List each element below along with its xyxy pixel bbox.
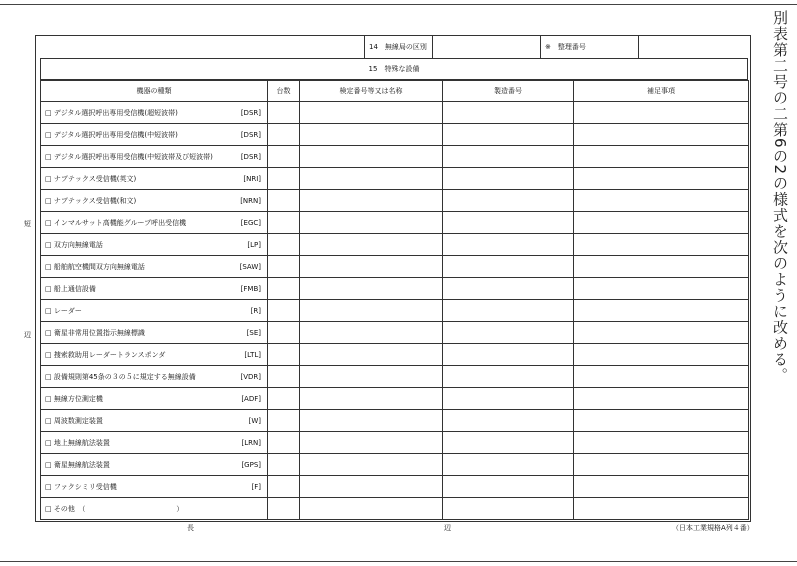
quantity-cell[interactable] [268,256,300,278]
table-row [41,388,749,410]
quantity-cell[interactable] [268,476,300,498]
table-row [41,410,749,432]
equipment-code: [DSR] [240,108,261,117]
station-type-label: 14 無線局の区別 [364,36,432,58]
serial-cell[interactable] [443,256,574,278]
footer-middle: 辺 [444,524,451,532]
serial-cell[interactable] [443,322,574,344]
certification-cell[interactable] [300,476,443,498]
notes-cell[interactable] [574,300,749,322]
col-equipment-type: 機器の種類 [41,81,268,102]
col-certification-number: 検定番号等又は名称 [300,81,443,102]
equipment-item[interactable] [41,256,268,278]
serial-cell[interactable] [443,234,574,256]
serial-cell[interactable] [443,190,574,212]
quantity-cell[interactable] [268,190,300,212]
certification-cell[interactable] [300,344,443,366]
serial-cell[interactable] [443,212,574,234]
notes-cell[interactable] [574,212,749,234]
serial-cell[interactable] [443,476,574,498]
certification-cell[interactable] [300,124,443,146]
equipment-name: □ 衛星非常用位置指示無線標識 [45,328,145,337]
quantity-cell[interactable] [268,278,300,300]
notes-cell[interactable] [574,146,749,168]
equipment-code: [DSR] [240,152,261,161]
serial-cell[interactable] [443,300,574,322]
equipment-name: □ 地上無線航法装置 [45,438,110,447]
quantity-cell[interactable] [268,146,300,168]
equipment-item[interactable] [41,278,268,300]
section-caption: 15 特殊な設備 [40,58,748,80]
table-row [41,102,749,124]
quantity-cell[interactable] [268,234,300,256]
table-row [41,344,749,366]
certification-cell[interactable] [300,102,443,124]
certification-cell[interactable] [300,498,443,520]
equipment-item[interactable] [41,454,268,476]
equipment-code: [FMB] [240,284,261,293]
equipment-code: [NRI] [243,174,261,183]
certification-cell[interactable] [300,234,443,256]
equipment-name: □ 双方向無線電話 [45,240,103,249]
equipment-item[interactable] [41,234,268,256]
table-row [41,278,749,300]
table-row [41,146,749,168]
table-row [41,124,749,146]
equipment-name: □ デジタル選択呼出専用受信機(中短波帯及び短波帯) [45,152,213,161]
serial-cell[interactable] [443,498,574,520]
equipment-code: [SE] [246,328,261,337]
notes-cell[interactable] [574,168,749,190]
equipment-item[interactable] [41,190,268,212]
serial-cell[interactable] [443,124,574,146]
equipment-name: □ 設備規則第45条の３の５に規定する無線設備 [45,372,196,381]
equipment-code: [SAW] [239,262,261,271]
equipment-code: [LP] [247,240,261,249]
equipment-item[interactable] [41,366,268,388]
side-note: 別表第二号の二第6の2の様式を次のように改める。 [771,10,789,384]
table-row [41,168,749,190]
header-row [364,36,750,58]
quantity-cell[interactable] [268,366,300,388]
equipment-item[interactable] [41,322,268,344]
table-row [41,300,749,322]
equipment-item[interactable] [41,432,268,454]
equipment-code: [LRN] [241,438,261,447]
notes-cell[interactable] [574,190,749,212]
certification-cell[interactable] [300,190,443,212]
quantity-cell[interactable] [268,322,300,344]
certification-cell[interactable] [300,256,443,278]
equipment-code: [W] [248,416,261,425]
footer-left: 長 [187,524,194,532]
certification-cell[interactable] [300,168,443,190]
notes-cell[interactable] [574,344,749,366]
serial-cell[interactable] [443,432,574,454]
bottom-rule [0,561,797,562]
serial-cell[interactable] [443,146,574,168]
quantity-cell[interactable] [268,410,300,432]
equipment-name: □ その他 （ ） [45,504,184,513]
serial-cell[interactable] [443,410,574,432]
top-rule [0,4,797,5]
equipment-code: [F] [251,482,261,491]
equipment-name: □ ファクシミリ受信機 [45,482,117,491]
quantity-cell[interactable] [268,212,300,234]
equipment-item[interactable] [41,476,268,498]
equipment-code: [VDR] [240,372,261,381]
quantity-cell[interactable] [268,168,300,190]
equipment-name: □ 船舶航空機間双方向無線電話 [45,262,145,271]
equipment-code: [DSR] [240,130,261,139]
notes-cell[interactable] [574,278,749,300]
certification-cell[interactable] [300,388,443,410]
certification-cell[interactable] [300,278,443,300]
quantity-cell[interactable] [268,102,300,124]
certification-cell[interactable] [300,432,443,454]
quantity-cell[interactable] [268,498,300,520]
table-row [41,454,749,476]
side-label-top: 短 [24,220,31,228]
equipment-code: [GPS] [241,460,261,469]
notes-cell[interactable] [574,476,749,498]
equipment-name: □ 無線方位測定機 [45,394,103,403]
notes-cell[interactable] [574,124,749,146]
quantity-cell[interactable] [268,432,300,454]
quantity-cell[interactable] [268,344,300,366]
quantity-cell[interactable] [268,388,300,410]
equipment-code: [ADF] [241,394,261,403]
table-row [41,366,749,388]
certification-cell[interactable] [300,146,443,168]
quantity-cell[interactable] [268,300,300,322]
col-serial-number: 製造番号 [443,81,574,102]
station-type-value[interactable] [432,36,540,58]
equipment-item[interactable] [41,498,268,520]
equipment-name: □ デジタル選択呼出専用受信機(超短波帯) [45,108,178,117]
notes-cell[interactable] [574,322,749,344]
side-label-bottom: 辺 [24,331,31,339]
equipment-item[interactable] [41,146,268,168]
certification-cell[interactable] [300,322,443,344]
table-row [41,322,749,344]
certification-cell[interactable] [300,300,443,322]
equipment-name: □ 捜索救助用レーダートランスポンダ [45,350,166,359]
notes-cell[interactable] [574,102,749,124]
equipment-code: [NRN] [240,196,261,205]
equipment-item[interactable] [41,102,268,124]
equipment-code: [EGC] [240,218,261,227]
equipment-item[interactable] [41,344,268,366]
serial-cell[interactable] [443,454,574,476]
certification-cell[interactable] [300,454,443,476]
serial-cell[interactable] [443,278,574,300]
table-row [41,234,749,256]
notes-cell[interactable] [574,366,749,388]
serial-cell[interactable] [443,168,574,190]
certification-cell[interactable] [300,366,443,388]
equipment-name: □ デジタル選択呼出専用受信機(中短波帯) [45,130,178,139]
equipment-item[interactable] [41,124,268,146]
equipment-item[interactable] [41,410,268,432]
notes-cell[interactable] [574,410,749,432]
equipment-name: □ レーダー [45,306,82,315]
certification-cell[interactable] [300,212,443,234]
equipment-name: □ ナブテックス受信機(英文) [45,174,137,183]
notes-cell[interactable] [574,388,749,410]
equipment-code: [R] [250,306,261,315]
table-row [41,498,749,520]
equipment-name: □ ナブテックス受信機(和文) [45,196,137,205]
equipment-item[interactable] [41,212,268,234]
serial-cell[interactable] [443,388,574,410]
notes-cell[interactable] [574,234,749,256]
notes-cell[interactable] [574,454,749,476]
equipment-item[interactable] [41,300,268,322]
table-header-row [41,81,749,102]
table-row [41,212,749,234]
col-quantity: 台数 [268,81,300,102]
notes-cell[interactable] [574,498,749,520]
equipment-name: □ 衛星無線航法装置 [45,460,110,469]
quantity-cell[interactable] [268,124,300,146]
serial-cell[interactable] [443,366,574,388]
table-row [41,256,749,278]
equipment-name: □ 周波数測定装置 [45,416,103,425]
equipment-name: □ インマルサット高機能グループ呼出受信機 [45,218,187,227]
equipment-table [40,80,749,520]
equipment-name: □ 船上通信設備 [45,284,96,293]
certification-cell[interactable] [300,410,443,432]
equipment-code: [LTL] [244,350,261,359]
footer-right: （日本工業規格A列４番） [672,524,754,532]
equipment-item[interactable] [41,168,268,190]
table-row [41,432,749,454]
table-row [41,476,749,498]
reference-number-label: ※ 整理番号 [540,36,638,58]
notes-cell[interactable] [574,432,749,454]
table-row [41,190,749,212]
quantity-cell[interactable] [268,454,300,476]
col-notes: 補足事項 [574,81,749,102]
serial-cell[interactable] [443,344,574,366]
reference-number-value[interactable] [638,36,750,58]
equipment-item[interactable] [41,388,268,410]
serial-cell[interactable] [443,102,574,124]
notes-cell[interactable] [574,256,749,278]
